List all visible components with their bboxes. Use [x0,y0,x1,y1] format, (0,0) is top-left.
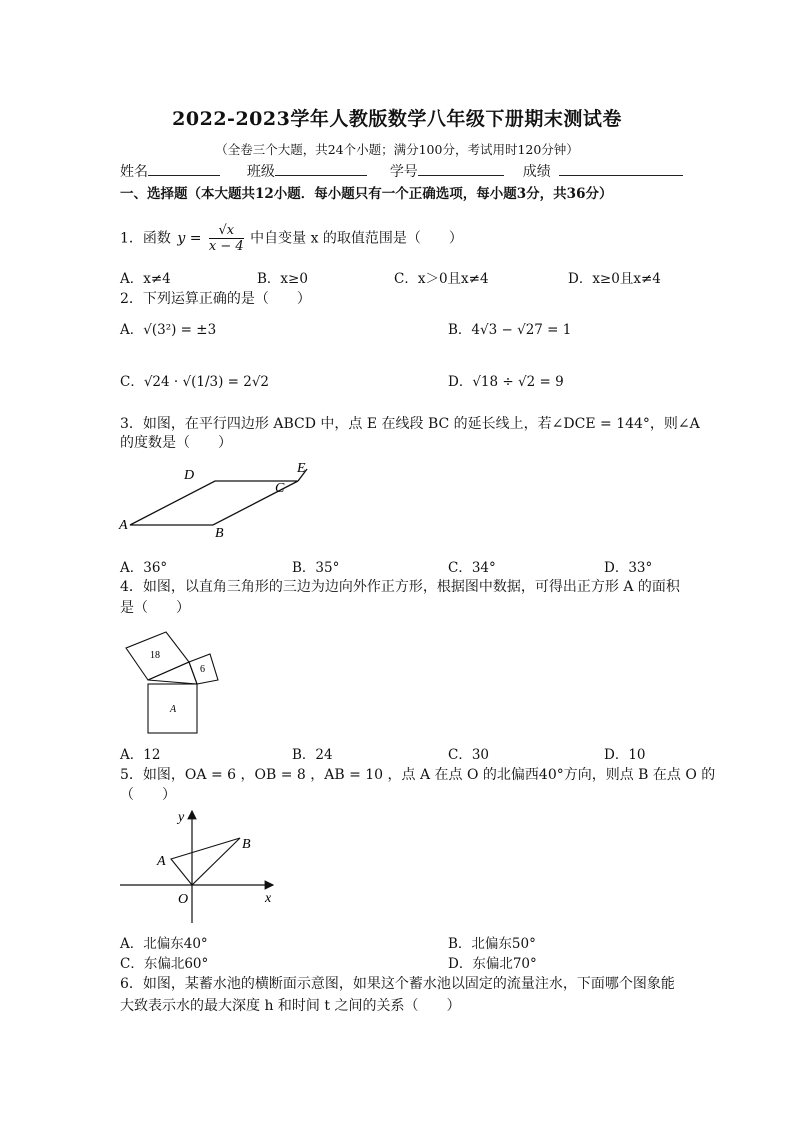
exam-title: 2022-2023学年人教版数学八年级下册期末测试卷 [172,108,622,130]
q4-stem-line1: 4．如图，以直角三角形的三边为边向外作正方形，根据图中数据，可得出正方形 A 的面积 [120,579,680,595]
q3-label-d: D [184,468,195,483]
q4-stem-line2: 是（ ） [120,600,190,616]
q5-triangle-oab [171,838,240,885]
q3-stem-line1: 3．如图，在平行四边形 ABCD 中，点 E 在线段 BC 的延长线上，若∠DCE = 144°，则∠A [120,416,700,432]
q4-squares-figure [110,618,230,738]
student-info-line [120,161,683,181]
q5-option-b[interactable]: B．北偏东50° [448,936,536,952]
q3-label-e: E [297,461,306,476]
q3-option-a[interactable]: A．36° [120,560,168,576]
q6-stem-line2: 大致表示水的最大深度 h 和时间 t 之间的关系（ ） [120,998,461,1014]
q4-option-b[interactable]: B．24 [292,747,333,763]
q4-option-a[interactable]: A．12 [120,747,161,763]
q1-formula-numerator: √x [209,223,244,239]
q3-label-b: B [215,526,224,541]
q1-option-a[interactable]: A．x≠4 [120,271,171,287]
class-label: 班级 [246,164,275,180]
q2-option-c[interactable]: C．√24 · √(1/3) = 2√2 [120,374,270,390]
q6-stem-line1: 6．如图，某蓄水池的横断面示意图，如果这个蓄水池以固定的流量注水，下面哪个图象能 [120,976,675,992]
q1-stem [120,223,463,254]
q2-option-b[interactable]: B．4√3 − √27 = 1 [448,322,572,338]
q3-parallelogram-figure [110,455,330,543]
q4-option-c[interactable]: C．30 [448,747,490,763]
q2-option-a[interactable]: A．√(3²) = ±3 [120,322,217,338]
q4-right-triangle [148,662,197,684]
section1-heading: 一、选择题（本大题共12小题．每小题只有一个正确选项，每小题3分，共36分） [120,186,613,202]
q4-label-a: A [170,704,177,715]
q1-suffix: 中自变量 x 的取值范围是（ ） [250,230,463,247]
q5-label-o: O [178,892,189,907]
q4-label-6: 6 [200,664,205,675]
q1-option-c[interactable]: C．x＞0且x≠4 [394,271,489,287]
q1-formula-denominator: x − 4 [208,239,244,254]
score-label: 成绩 [522,164,551,180]
q2-stem: 2．下列运算正确的是（ ） [120,291,311,307]
q5-label-y: y [178,810,185,825]
q3-label-c: C [275,481,285,496]
q5-label-a: A [157,854,166,869]
q5-label-x: x [265,891,272,906]
class-blank[interactable] [275,161,367,176]
exam-subtitle: （全卷三个大题，共24个小题；满分100分，考试用时120分钟） [215,142,579,157]
q5-coordinate-figure [110,803,290,925]
q4-label-18: 18 [150,650,160,661]
score-blank[interactable] [559,161,683,176]
q3-option-b[interactable]: B．35° [292,560,340,576]
name-label: 姓名 [120,164,148,180]
q4-option-d[interactable]: D．10 [604,747,646,763]
q3-parallelogram [130,481,298,525]
name-blank[interactable] [148,161,220,176]
q1-formula-y: y = [177,230,202,247]
number-blank[interactable] [418,161,504,176]
q5-stem-line1: 5．如图，OA = 6 ，OB = 8 ，AB = 10 ，点 A 在点 O 的北偏西40°方向，则点 B 在点 O 的 [120,767,716,783]
q5-option-a[interactable]: A．北偏东40° [120,936,208,952]
q1-option-d[interactable]: D．x≥0且x≠4 [568,271,661,287]
q2-option-d[interactable]: D．√18 ÷ √2 = 9 [448,374,564,390]
q5-option-d[interactable]: D．东偏北70° [448,956,537,972]
number-label: 学号 [389,164,418,180]
q1-prefix: 1．函数 [120,230,171,247]
q5-label-b: B [242,837,251,852]
q3-option-d[interactable]: D．33° [604,560,653,576]
q5-stem-line2: （ ） [120,787,176,803]
q3-stem-line2: 的度数是（ ） [120,435,232,451]
q1-option-b[interactable]: B．x≥0 [257,271,308,287]
q3-label-a: A [119,518,128,533]
q1-formula [177,223,243,254]
q5-option-c[interactable]: C．东偏北60° [120,956,209,972]
q3-option-c[interactable]: C．34° [448,560,496,576]
